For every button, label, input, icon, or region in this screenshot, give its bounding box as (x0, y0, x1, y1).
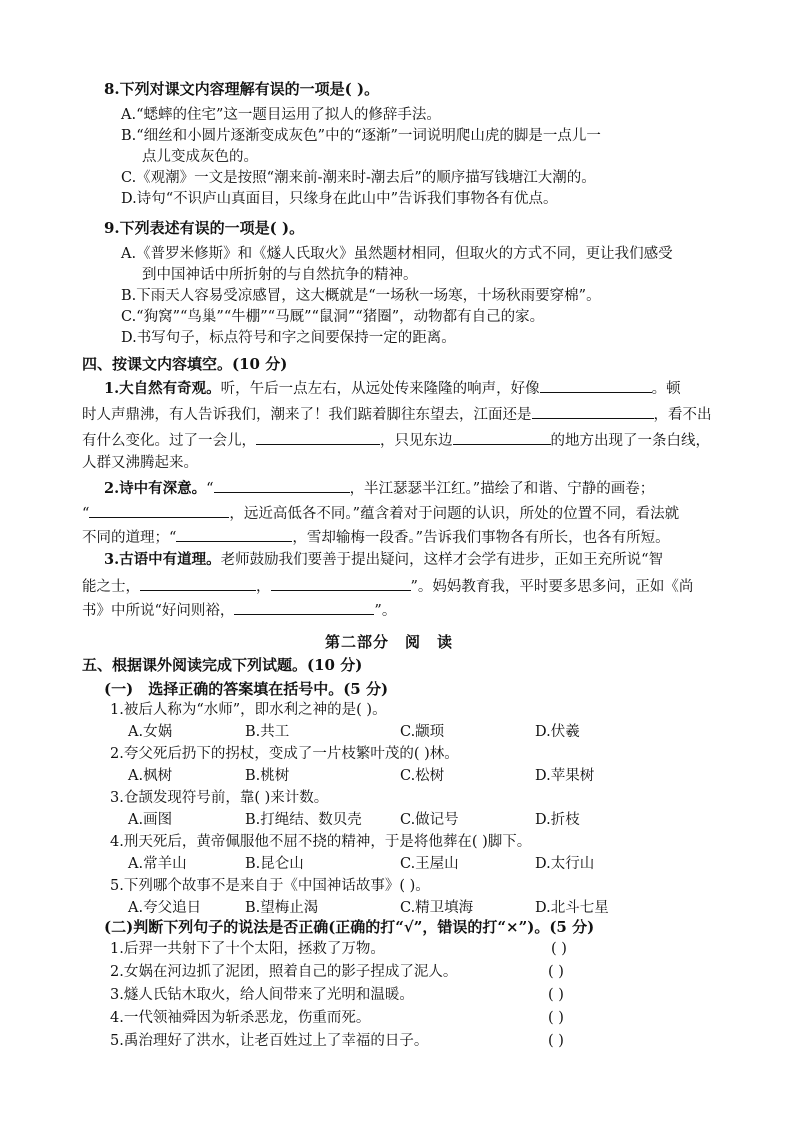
mc-5-option-c: C.精卫填海 (400, 900, 474, 916)
fill-1-line-3 (82, 430, 710, 450)
fill-3-text: 能之士， (82, 579, 140, 595)
tf-5-answer[interactable]: ( ) (548, 1033, 564, 1049)
section-4-heading: 四、按课文内容填空。(10 分) (82, 355, 288, 373)
mc-5-option-b: B.望梅止渴 (245, 900, 319, 916)
section-5-sub-1: (一) 选择正确的答案填在括号中。(5 分) (104, 680, 389, 698)
fill-2-text: 不同的道理；“ (82, 530, 177, 546)
mc-4-stem: 4.刑天死后，黄帝佩服他不屈不挠的精神，于是将他葬在( )脚下。 (110, 834, 532, 850)
answer-blank[interactable] (214, 478, 350, 493)
fill-2-text: “ (82, 506, 90, 522)
question-9-option-b: B.下雨天人容易受凉感冒，这大概就是“一场秋一场寒，十场秋雨要穿棉”。 (121, 288, 601, 304)
fill-2-title: 2.诗中有深意。 (104, 480, 207, 497)
question-9-option-c: C.“狗窝”“鸟巢”“牛棚”“马厩”“鼠洞”“猪圈”，动物都有自己的家。 (121, 309, 545, 325)
mc-4-option-b: B.昆仑山 (245, 856, 304, 872)
fill-2-line-3 (82, 527, 670, 547)
fill-3-line-2 (82, 576, 693, 596)
tf-3-text: 3.燧人氏钻木取火，给人间带来了光明和温暖。 (110, 987, 414, 1003)
fill-1-text: 有什么变化。过了一会儿， (82, 433, 256, 449)
fill-1-text: 。顿 (651, 381, 681, 397)
fill-1-line-1 (104, 378, 681, 398)
answer-blank[interactable] (256, 430, 380, 445)
mc-5-option-a: A.夸父追日 (128, 900, 202, 916)
question-8-option-b-cont: 点儿变成灰色的。 (142, 149, 258, 165)
mc-1-option-d: D.伏羲 (535, 724, 580, 740)
fill-1-text: 听，午后一点左右，从远处传来隆隆的响声，好像 (220, 381, 540, 397)
tf-3-answer[interactable]: ( ) (548, 987, 564, 1003)
mc-1-stem: 1.被后人称为“水师”，即水利之神的是( )。 (110, 702, 387, 718)
question-9-option-a: A.《普罗米修斯》和《燧人氏取火》虽然题材相同，但取火的方式不同，更让我们感受 (121, 246, 673, 262)
question-8-option-d: D.诗句“不识庐山真面目，只缘身在此山中”告诉我们事物各有优点。 (121, 191, 558, 207)
fill-3-text: ”。 (374, 603, 397, 619)
fill-3-text: ”。妈妈教育我，平时要多思多问，正如《尚 (410, 579, 694, 595)
answer-blank[interactable] (176, 527, 292, 542)
fill-1-line-4: 人群又沸腾起来。 (82, 455, 198, 471)
mc-3-option-c: C.做记号 (400, 812, 459, 828)
fill-2-line-1 (104, 478, 654, 498)
question-9-option-a-cont: 到中国神话中所折射的与自然抗争的精神。 (142, 267, 418, 283)
mc-1-option-c: C.颛顼 (400, 724, 445, 740)
mc-5-stem: 5.下列哪个故事不是来自于《中国神话故事》( )。 (110, 878, 430, 894)
fill-3-line-3 (82, 600, 396, 620)
fill-3-title: 3.古语中有道理。 (104, 551, 221, 568)
section-5-heading: 五、根据课外阅读完成下列试题。(10 分) (82, 656, 363, 674)
mc-2-option-b: B.桃树 (245, 768, 290, 784)
fill-3-line-1 (104, 551, 663, 569)
fill-3-text: 书》中所说“好问则裕， (82, 603, 235, 619)
answer-blank[interactable] (540, 378, 652, 393)
fill-2-text: ，远近高低各不同。”蕴含着对于问题的认识，所处的位置不同，看法就 (229, 506, 680, 522)
question-8-option-b: B.“细丝和小圆片逐渐变成灰色”中的“逐渐”一词说明爬山虎的脚是一点儿一 (121, 128, 601, 144)
part-2-title: 第二部分 阅 读 (325, 633, 454, 651)
tf-4-answer[interactable]: ( ) (548, 1010, 564, 1026)
tf-2-answer[interactable]: ( ) (548, 964, 564, 980)
tf-1-answer[interactable]: ( ) (551, 941, 567, 957)
mc-3-option-a: A.画图 (128, 812, 173, 828)
tf-1-text: 1.后羿一共射下了十个太阳，拯救了万物。 (110, 941, 385, 957)
fill-1-text: 时人声鼎沸，有人告诉我们，潮来了！我们踮着脚往东望去，江面还是 (82, 407, 532, 423)
fill-1-title: 1.大自然有奇观。 (104, 380, 221, 397)
fill-1-line-2 (82, 404, 712, 424)
tf-5-text: 5.禹治理好了洪水，让老百姓过上了幸福的日子。 (110, 1033, 429, 1049)
mc-2-stem: 2.夸父死后扔下的拐杖，变成了一片枝繁叶茂的( )林。 (110, 746, 459, 762)
answer-blank[interactable] (140, 576, 256, 591)
question-8-stem: 8.下列对课文内容理解有误的一项是( )。 (104, 80, 380, 98)
tf-2-text: 2.女娲在河边抓了泥团，照着自己的影子捏成了泥人。 (110, 964, 458, 980)
question-9-option-d: D.书写句子，标点符号和字之间要保持一定的距离。 (121, 330, 456, 346)
fill-2-line-2 (82, 503, 679, 523)
fill-2-text: ，雪却输梅一段香。”告诉我们事物各有所长，也各有所短。 (292, 530, 670, 546)
mc-1-option-b: B.共工 (245, 724, 290, 740)
question-9-stem: 9.下列表述有误的一项是( )。 (104, 219, 305, 237)
mc-3-option-b: B.打绳结、数贝壳 (245, 812, 362, 828)
fill-1-text: ，只见东边 (380, 433, 453, 449)
answer-blank[interactable] (234, 600, 374, 615)
mc-5-option-d: D.北斗七星 (535, 900, 609, 916)
question-8-option-c: C.《观潮》一文是按照“潮来前-潮来时-潮去后”的顺序描写钱塘江大潮的。 (121, 170, 596, 186)
fill-3-text: 老师鼓励我们要善于提出疑问，这样才会学有进步，正如王充所说“智 (220, 552, 664, 568)
mc-4-option-d: D.太行山 (535, 856, 595, 872)
section-5-sub-2: (二)判断下列句子的说法是否正确(正确的打“√”，错误的打“×”)。(5 分) (104, 918, 595, 936)
fill-1-text: 的地方出现了一条白线， (550, 433, 710, 449)
mc-4-option-c: C.王屋山 (400, 856, 459, 872)
fill-1-text: ，看不出 (653, 407, 712, 423)
answer-blank[interactable] (89, 503, 229, 518)
mc-1-option-a: A.女娲 (128, 724, 173, 740)
mc-3-stem: 3.仓颉发现符号前，靠( )来计数。 (110, 790, 329, 806)
answer-blank[interactable] (271, 576, 411, 591)
mc-2-option-c: C.松树 (400, 768, 445, 784)
answer-blank[interactable] (532, 404, 654, 419)
mc-2-option-a: A.枫树 (128, 768, 173, 784)
fill-3-text: ， (256, 579, 271, 595)
mc-4-option-a: A.常羊山 (128, 856, 187, 872)
fill-2-text: ，半江瑟瑟半江红。”描绘了和谐、宁静的画卷； (349, 481, 655, 497)
mc-3-option-d: D.折枝 (535, 812, 580, 828)
fill-2-text: “ (206, 481, 214, 497)
mc-2-option-d: D.苹果树 (535, 768, 595, 784)
answer-blank[interactable] (453, 430, 551, 445)
question-8-option-a: A.“蟋蟀的住宅”这一题目运用了拟人的修辞手法。 (121, 107, 441, 123)
tf-4-text: 4.一代领袖舜因为斩杀恶龙，伤重而死。 (110, 1010, 371, 1026)
